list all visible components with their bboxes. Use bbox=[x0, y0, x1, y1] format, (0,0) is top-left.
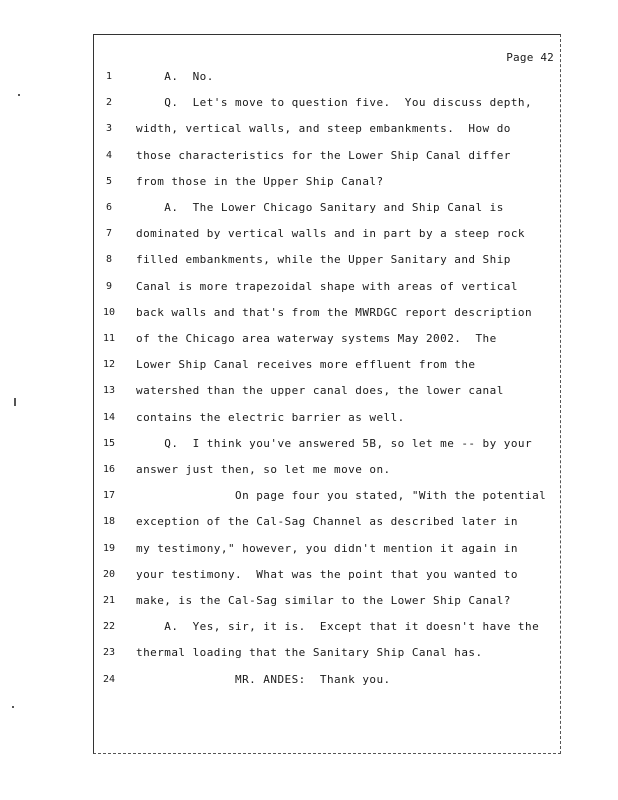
line-number: 20 bbox=[102, 568, 116, 580]
line-number: 17 bbox=[102, 490, 116, 502]
line-text: make, is the Cal-Sag similar to the Lower Ship Canal? bbox=[136, 594, 511, 607]
line-number: 8 bbox=[105, 254, 113, 266]
line-text: A. No. bbox=[136, 70, 214, 83]
line-text: Canal is more trapezoidal shape with areas of vertical bbox=[136, 279, 518, 293]
line-number: 10 bbox=[102, 306, 116, 318]
transcript-line bbox=[94, 148, 560, 168]
transcript-line bbox=[94, 514, 560, 534]
line-text: dominated by vertical walls and in part by a steep rock bbox=[136, 227, 525, 241]
transcript-line bbox=[94, 200, 560, 220]
line-number: 6 bbox=[105, 202, 113, 213]
line-number: 16 bbox=[102, 464, 116, 475]
line-text: watershed than the upper canal does, the lower canal bbox=[136, 384, 504, 398]
line-number: 9 bbox=[105, 280, 113, 292]
line-number: 24 bbox=[102, 673, 116, 685]
line-text: thermal loading that the Sanitary Ship Canal has. bbox=[136, 646, 483, 660]
line-text: your testimony. What was the point that you wanted to bbox=[136, 567, 518, 581]
transcript-line bbox=[94, 121, 560, 141]
line-number: 15 bbox=[102, 437, 116, 449]
transcript-line bbox=[94, 410, 560, 430]
line-number: 1 bbox=[105, 71, 113, 82]
margin-mark bbox=[14, 398, 16, 406]
line-number: 18 bbox=[102, 516, 116, 528]
line-text: Lower Ship Canal receives more effluent from the bbox=[136, 358, 476, 372]
transcript-line bbox=[94, 488, 560, 508]
margin-mark bbox=[12, 706, 14, 708]
line-text: MR. ANDES: Thank you. bbox=[136, 672, 391, 686]
transcript-line bbox=[94, 331, 560, 351]
page-number: Page 42 bbox=[506, 51, 554, 64]
line-text: width, vertical walls, and steep embankments. How do bbox=[136, 122, 511, 136]
line-text: from those in the Upper Ship Canal? bbox=[136, 174, 384, 188]
line-text: my testimony," however, you didn't mention it again in bbox=[136, 541, 518, 555]
line-text: A. Yes, sir, it is. Except that it doesn't have the bbox=[136, 620, 540, 634]
transcript-line bbox=[94, 567, 560, 587]
line-number: 7 bbox=[105, 228, 113, 240]
line-number: 12 bbox=[102, 359, 116, 371]
line-number: 14 bbox=[102, 411, 116, 423]
line-number: 11 bbox=[102, 333, 116, 344]
line-number: 21 bbox=[102, 595, 116, 606]
transcript-line bbox=[94, 541, 560, 561]
transcript-line bbox=[94, 95, 560, 115]
transcript-line bbox=[94, 645, 560, 665]
line-text: answer just then, so let me move on. bbox=[136, 463, 391, 476]
transcript-page bbox=[93, 34, 561, 754]
line-text: Q. I think you've answered 5B, so let me -- by your bbox=[136, 436, 533, 450]
transcript-line bbox=[94, 305, 560, 325]
line-text: exception of the Cal-Sag Channel as described later in bbox=[136, 515, 518, 529]
line-text: of the Chicago area waterway systems May 2002. The bbox=[136, 332, 497, 345]
transcript-line bbox=[94, 226, 560, 246]
line-text: filled embankments, while the Upper Sanitary and Ship bbox=[136, 253, 511, 267]
transcript-line bbox=[94, 252, 560, 272]
line-text: On page four you stated, "With the potential bbox=[136, 489, 547, 503]
transcript-line bbox=[94, 436, 560, 456]
line-number: 2 bbox=[105, 97, 113, 109]
line-number: 4 bbox=[105, 149, 113, 161]
transcript-line bbox=[94, 383, 560, 403]
line-text: those characteristics for the Lower Ship Canal differ bbox=[136, 148, 511, 162]
line-number: 13 bbox=[102, 385, 116, 397]
line-number: 23 bbox=[102, 647, 116, 659]
transcript-line bbox=[94, 279, 560, 299]
line-text: A. The Lower Chicago Sanitary and Ship Canal is bbox=[136, 201, 504, 214]
transcript-line bbox=[94, 69, 560, 89]
margin-mark bbox=[18, 94, 20, 96]
line-text: contains the electric barrier as well. bbox=[136, 410, 405, 424]
line-number: 3 bbox=[105, 123, 113, 135]
transcript-line bbox=[94, 593, 560, 613]
transcript-line bbox=[94, 462, 560, 482]
line-text: Q. Let's move to question five. You discuss depth, bbox=[136, 96, 533, 110]
transcript-line bbox=[94, 357, 560, 377]
line-number: 19 bbox=[102, 542, 116, 554]
line-number: 22 bbox=[102, 621, 116, 633]
transcript-line bbox=[94, 619, 560, 639]
transcript-line bbox=[94, 672, 560, 692]
line-number: 5 bbox=[105, 175, 113, 187]
line-text: back walls and that's from the MWRDGC report description bbox=[136, 305, 533, 319]
transcript-line bbox=[94, 174, 560, 194]
